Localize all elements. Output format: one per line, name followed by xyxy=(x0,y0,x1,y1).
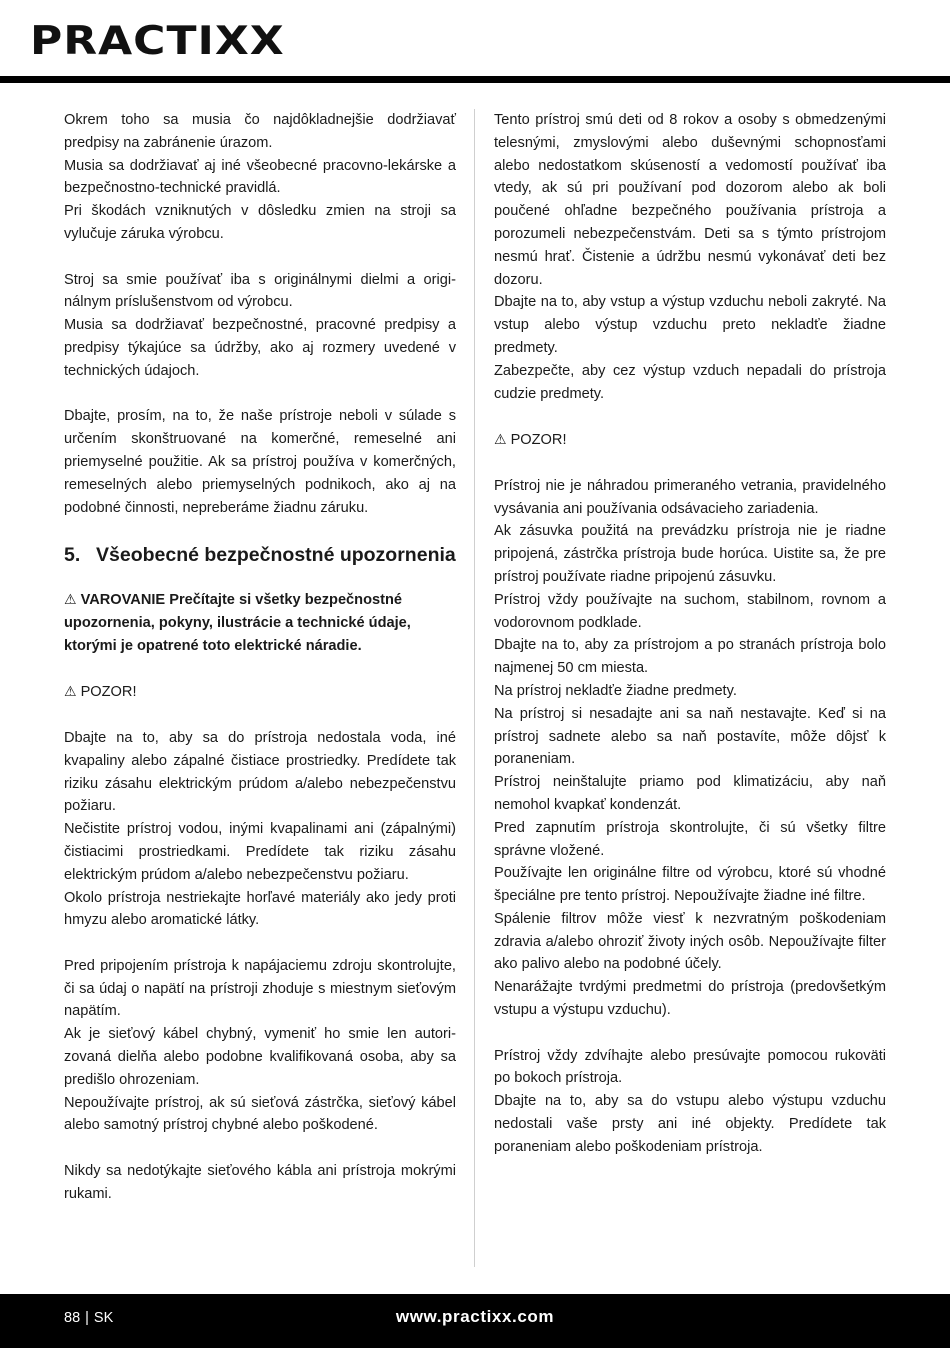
warning-triangle-icon: ⚠ xyxy=(64,591,77,608)
caution-label xyxy=(494,428,886,452)
paragraph: Nikdy sa nedotýkajte sieťového kábla ani prístroja mokrými rukami. xyxy=(64,1163,456,1202)
language-code: SK xyxy=(93,1310,114,1326)
paragraph: Musia sa dodržiavať bezpečnostné, pracovné predpisy a predpisy týkajúce sa údržby, ako aj rozmery uvedené v technických údajoch. xyxy=(64,317,456,379)
paragraph: Spálenie filtrov môže viesť k nezvratným poškodeniam zdravia a/alebo ohroziť životy iných osôb. Nepoužívajte filter ako palivo alebo na podobné účely. xyxy=(494,910,886,973)
caution-label xyxy=(64,680,456,704)
paragraph: Prístroj neinštalujte priamo pod klimatizáciu, aby naň nemohol kvapkať kondenzát. xyxy=(494,774,886,813)
paragraph: Dbajte na to, aby vstup a výstup vzduchu neboli zakryté. Na vstup alebo výstup vzduchu preto nekladťe žiadne predmety. xyxy=(494,294,886,356)
paragraph: Na prístroj nekladťe žiadne predmety. xyxy=(494,682,737,699)
paragraph: Dbajte, prosím, na to, že naše prístroje neboli v súlade s určením skonštruované na komerčné, remeselné ani priemyselné použitie. Ak sa prístroj používa v komerčných, remeselných alebo priemyselných podnikoch, ako aj na podobné činnosti, nepreberáme žiadnu záruku. xyxy=(64,408,456,516)
section-heading xyxy=(64,544,456,567)
paragraph: Stroj sa smie používať iba s originálnymi dielmi a originálnym príslušenstvom od výrobcu. xyxy=(64,271,456,311)
paragraph: Ak je sieťový kábel chybný, vymeniť ho smie len autorizovaná dielňa alebo podobne kvalifikovaná osoba, aby sa predišlo ohrozeniam. xyxy=(64,1026,456,1088)
header-rule xyxy=(0,76,950,83)
page-number: 88 xyxy=(64,1310,81,1326)
paragraph: Okrem toho sa musia čo najdôkladnejšie dodržiavať predpisy na zabránenie úrazom. xyxy=(64,112,456,151)
caution-text: POZOR! xyxy=(510,432,567,449)
page-separator: | xyxy=(85,1310,89,1326)
paragraph: Prístroj vždy zdvíhajte alebo presúvajte pomocou rukoväti po bokoch prístroja. xyxy=(494,1047,886,1087)
paragraph: Nečistite prístroj vodou, inými kvapalinami ani (zápalnými) čistiacimi prostriedkami. Predídete tak riziku zásahu elektrickým prúdom a/alebo nebezpečenstvu požiaru. xyxy=(64,821,456,883)
paragraph: Pred pripojením prístroja k napájaciemu zdroju skontrolujte, či sa údaj o napätí na prístroji zhoduje s miestnym sieťovým napätím. xyxy=(64,957,456,1020)
section-title: Všeobecné bezpečnostné upozornenia xyxy=(96,544,456,567)
warning-triangle-icon: ⚠ xyxy=(494,431,507,448)
page-footer xyxy=(0,1294,950,1348)
left-column xyxy=(64,109,456,1206)
paragraph: Prístroj vždy používajte na suchom, stabilnom, rovnom a vodorovnom podklade. xyxy=(494,591,886,631)
website-link[interactable]: www.practixx.com xyxy=(395,1307,555,1326)
paragraph: Okolo prístroja nestriekajte horľavé materiály ako jedy proti hmyzu alebo aromatické látky. xyxy=(64,889,456,929)
paragraph: Dbajte na to, aby sa do vstupu alebo výstupu vzduchu nedostali vaše prsty ani iné objekty. Predídete tak poraneniam alebo poškodeniam prístroja. xyxy=(494,1093,886,1155)
paragraph: Dbajte na to, aby za prístrojom a po stranách prístroja bolo najmenej 50 cm miesta. xyxy=(494,637,886,677)
paragraph: Nepoužívajte prístroj, ak sú sieťová zástrčka, sieťový kábel alebo samotný prístroj chybné alebo poškodené. xyxy=(64,1094,456,1134)
paragraph: Prístroj nie je náhradou primeraného vetrania, pravidelného vysávania ani používania odsávacieho zariadenia. xyxy=(494,477,886,517)
paragraph: Musia sa dodržiavať aj iné všeobecné pracovno-lekárske a bezpečnostno-technické pravidlá. xyxy=(64,157,456,197)
paragraph: Na prístroj si nesadajte ani sa naň nestavajte. Keď si na prístroj sadnete alebo sa naň postavíte, môže dôjsť k poraneniam. xyxy=(494,705,886,768)
paragraph: Používajte len originálne filtre od výrobcu, ktoré sú vhodné špeciálne pre tento prístroj. Nepoužívajte žiadne iné filtre. xyxy=(494,865,886,905)
section-number: 5. xyxy=(64,544,81,567)
warning-triangle-icon: ⚠ xyxy=(64,683,77,700)
paragraph: Dbajte na to, aby sa do prístroja nedostala voda, iné kvapaliny alebo zápalné čistiace prostriedky. Predídete tak riziku zásahu elektrickým prúdom a/alebo nebezpečenstvu požiaru. xyxy=(64,729,456,815)
warning-paragraph xyxy=(64,588,456,657)
paragraph: Nenarážajte tvrdými predmetmi do prístroja (predovšetkým vstupu a výstupu vzduchu). xyxy=(494,979,886,1019)
paragraph: Pri škodách vzniknutých v dôsledku zmien na stroji sa vylučuje záruka výrobcu. xyxy=(64,203,456,242)
paragraph: Tento prístroj smú deti od 8 rokov a osoby s obmedzenými telesnými, zmyslovými alebo duševnými schopnosťami alebo nedostatkom skúseností a vedomostí používať iba vtedy, ak sú pri používaní pod dozorom alebo ak boli poučené ohľadne bezpečného používania prístroja a porozumeli nebezpečenstvám. Deti sa s týmto prístrojom nesmú hrať. Čistenie a údržbu nesmú vykonávať deti bez dozoru. xyxy=(494,112,886,288)
caution-text: POZOR! xyxy=(80,684,137,701)
brand-logo: PRACTIXX xyxy=(30,17,285,64)
column-divider xyxy=(474,109,475,1267)
paragraph: Zabezpečte, aby cez výstup vzduch nepadali do prístroja cudzie predmety. xyxy=(494,362,886,402)
paragraph: Pred zapnutím prístroja skontrolujte, či sú všetky filtre správne vložené. xyxy=(494,819,886,859)
right-column xyxy=(494,109,886,1159)
warning-text: VAROVANIE Prečítajte si všetky bezpečnostné upozornenia, pokyny, ilustrácie a technické údaje, ktorými je opatrené toto elektrické náradie. xyxy=(64,592,411,654)
paragraph: Ak zásuvka použitá na prevádzku prístroja nie je riadne pripojená, zástrčka prístroja bude horúca. Uistite sa, že pre prístroj používate riadne pripojenú zásuvku. xyxy=(494,523,886,585)
